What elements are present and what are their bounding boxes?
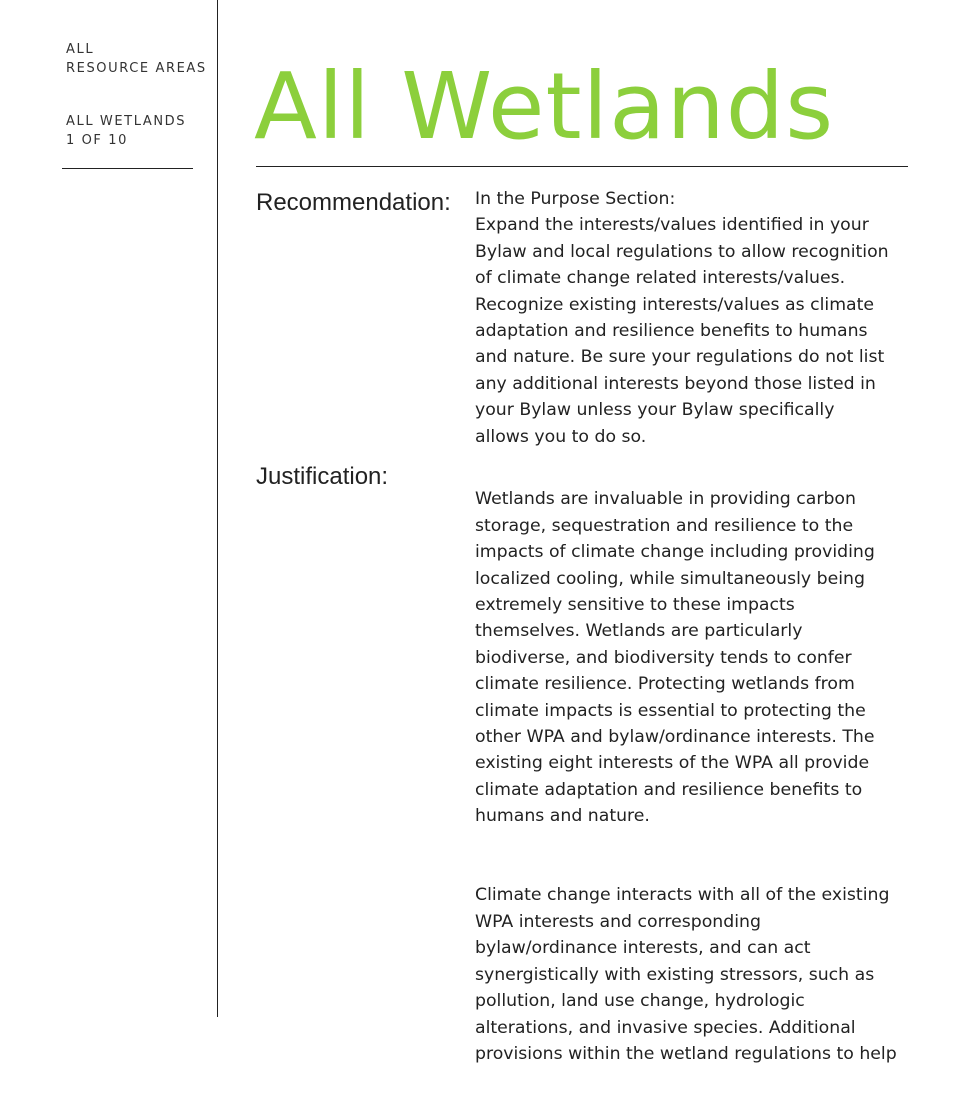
recommendation-label: Recommendation: xyxy=(256,189,451,216)
title-divider xyxy=(256,166,908,167)
sidebar-divider xyxy=(62,168,193,169)
breadcrumb-all-wetlands[interactable]: ALL WETLANDS 1 OF 10 xyxy=(66,114,187,148)
justification-paragraph-1: Wetlands are invaluable in providing carbon storage, sequestration and resilience to the impacts of climate change including providing localized cooling, while simultaneously being extremely sensitive to these impacts themselves. Wetlands are particularly biodiverse, and biodiversity tends to confer climate resilience. Protecting wetlands from climate impacts is essential to protecting the other WPA and bylaw/ordinance interests. The existing eight interests of the WPA all provide climate adaptation and resilience benefits to humans and nature. xyxy=(475,489,875,827)
justification-label: Justification: xyxy=(256,463,389,490)
page-title: All Wetlands xyxy=(254,53,835,160)
sidebar xyxy=(0,0,218,1017)
justification-text xyxy=(475,460,915,1120)
breadcrumb-all-resource-areas[interactable]: ALL RESOURCE AREAS xyxy=(66,42,207,76)
recommendation-text: In the Purpose Section: Expand the interests/values identified in your Bylaw and local regulations to allow recognition of climate change related interests/values. Recognize existing interests/values as climate adaptation and resilience benefits to humans and nature. Be sure your regulations do not list any additional interests beyond those listed in your Bylaw unless your Bylaw specifically allows you to do so. xyxy=(475,189,889,447)
justification-paragraph-2: Climate change interacts with all of the existing WPA interests and corresponding bylaw/ordinance interests, and can act synergistically with existing stressors, such as pollution, land use change, hydrologic alterations, and invasive species. Additional provisions within the wetland regulations to help xyxy=(475,885,897,1064)
